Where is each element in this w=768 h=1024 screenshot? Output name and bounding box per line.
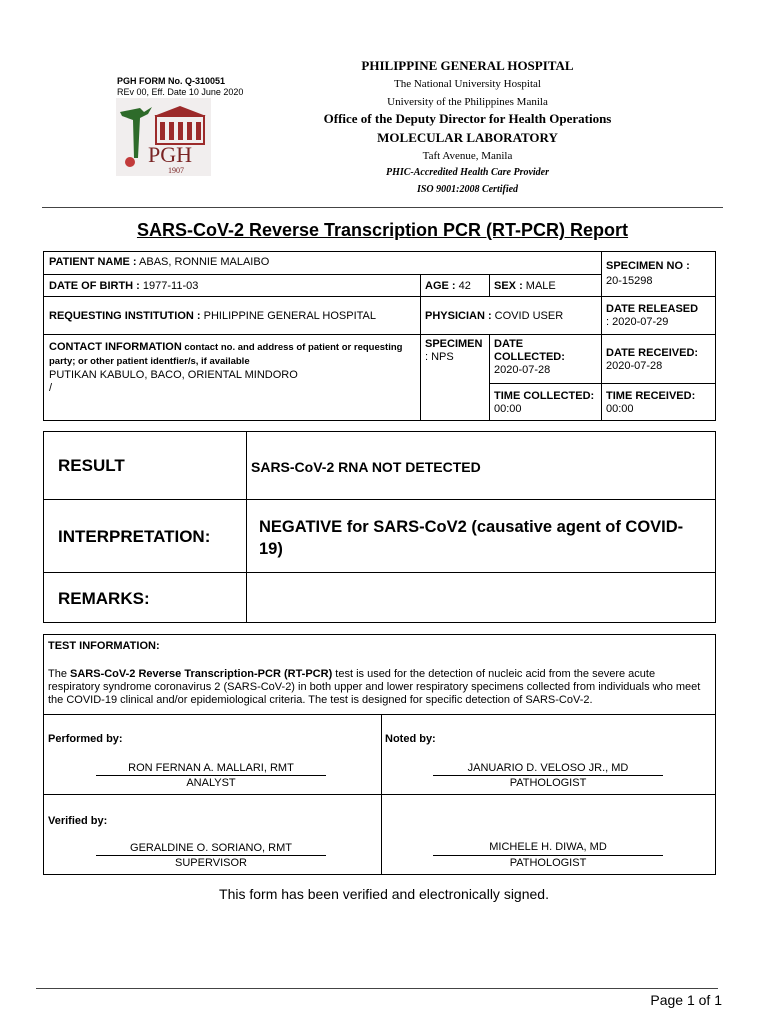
signature-line: [96, 775, 326, 776]
hospital-address: Taft Avenue, Manila: [422, 150, 513, 162]
age-cell: [420, 278, 489, 295]
contact-address: PUTIKAN KABULO, BACO, ORIENTAL MINDORO: [49, 369, 298, 381]
report-title: SARS-CoV-2 Reverse Transcription PCR (RT-PCR) Report: [136, 220, 629, 240]
test-info-test-name: SARS-CoV-2 Reverse Transcription-PCR (RT-PCR): [70, 668, 333, 680]
grid-line: [246, 432, 247, 622]
date-received-label: DATE RECEIVED:: [606, 347, 699, 359]
verification-note: This form has been verified and electronically signed.: [219, 886, 549, 902]
physician-cell: [420, 308, 601, 325]
hospital-name: PHILIPPINE GENERAL HOSPITAL: [361, 58, 574, 73]
time-received-label: TIME RECEIVED:: [606, 390, 696, 402]
contact-extra: /: [49, 382, 53, 394]
date-collected: 2020-07-28: [494, 364, 551, 376]
footer-divider: [36, 988, 718, 989]
test-info-table: [43, 634, 716, 875]
hospital-subtitle-2: University of the Philippines Manila: [387, 96, 548, 108]
lab-name: MOLECULAR LABORATORY: [377, 130, 558, 145]
supervisor-role: SUPERVISOR: [175, 857, 247, 869]
analyst-role: ANALYST: [186, 777, 236, 789]
logo-year: 1907: [168, 166, 184, 175]
date-released: : 2020-07-29: [606, 316, 669, 328]
test-info-text-post: test is used for the detection of nucleic acid from the severe acute respiratory syndrome coronavirus 2 (SARS-CoV-2) in both upper and lower respiratory specimens collected from individuals who meet the COVID-19 clinical and/or epidemiological criteria. The test is designed for specific detection of SARS-CoV-2.: [48, 668, 701, 706]
grid-line: [44, 714, 715, 715]
date-released-cell: [601, 301, 715, 331]
specimen-no: 20-15298: [606, 275, 653, 287]
signature-line: [433, 855, 663, 856]
supervisor-name: GERALDINE O. SORIANO, RMT: [130, 842, 292, 854]
result-value: SARS-CoV-2 RNA NOT DETECTED: [251, 459, 481, 475]
age: 42: [455, 280, 471, 292]
verified-by-label: Verified by:: [48, 815, 108, 827]
specimen-cell: [420, 336, 489, 366]
pathologist1-role: PATHOLOGIST: [509, 777, 587, 789]
logo-text: PGH: [148, 142, 193, 167]
grid-line: [44, 794, 715, 795]
phic-accreditation: PHIC-Accredited Health Care Provider: [385, 167, 550, 178]
test-info-text: [48, 668, 710, 707]
institution-cell: [44, 308, 420, 325]
contact-note: contact no. and address of patient or requesting party; or other patient identfier/s, if available: [49, 342, 403, 367]
result-label: RESULT: [58, 456, 125, 475]
physician: COVID USER: [491, 310, 564, 322]
specimen: : NPS: [425, 351, 454, 363]
interpretation-value: NEGATIVE for SARS-CoV2 (causative agent of COVID-19): [259, 518, 684, 558]
grid-line: [44, 274, 601, 275]
specimen-label: SPECIMEN: [425, 338, 483, 350]
date-received-cell: [601, 345, 715, 375]
result-table: [43, 431, 716, 623]
date-collected-label: DATE COLLECTED:: [494, 338, 565, 363]
time-collected: 00:00: [494, 403, 522, 415]
noted-by-label: Noted by:: [385, 733, 436, 745]
office-name: Office of the Deputy Director for Health Operations: [323, 111, 612, 126]
test-info-label: TEST INFORMATION:: [48, 640, 160, 652]
specimen-no-label: SPECIMEN NO :: [606, 260, 690, 272]
page-number: Page 1 of 1: [650, 992, 722, 1008]
remarks-label: REMARKS:: [58, 589, 150, 608]
date-received: 2020-07-28: [606, 360, 663, 372]
sex: MALE: [522, 280, 556, 292]
institution: PHILIPPINE GENERAL HOSPITAL: [200, 310, 377, 322]
patient-info-table: [43, 251, 716, 421]
performed-by-label: Performed by:: [48, 733, 123, 745]
time-received-cell: [601, 388, 715, 418]
grid-line: [44, 334, 715, 335]
dob-label: DATE OF BIRTH :: [49, 280, 140, 292]
time-collected-label: TIME COLLECTED:: [494, 390, 595, 402]
signature-line: [96, 855, 326, 856]
test-info-text-pre: The: [48, 668, 71, 680]
age-label: AGE :: [425, 280, 456, 292]
iso-certification: ISO 9001:2008 Certified: [416, 184, 519, 195]
contact-cell: [44, 338, 420, 397]
signature-line: [433, 775, 663, 776]
grid-line: [44, 499, 715, 500]
pathologist1-name: JANUARIO D. VELOSO JR., MD: [467, 762, 629, 774]
interpretation-label: INTERPRETATION:: [58, 527, 211, 546]
pathologist2-role: PATHOLOGIST: [509, 857, 587, 869]
patient-name: ABAS, RONNIE MALAIBO: [136, 256, 270, 268]
pgh-logo: [116, 98, 211, 176]
time-collected-cell: [489, 388, 601, 418]
patient-name-cell: [44, 254, 601, 271]
form-number: PGH FORM No. Q-310051: [117, 76, 226, 86]
date-collected-cell: [489, 336, 601, 379]
specimen-no-cell: [601, 258, 715, 290]
patient-name-label: PATIENT NAME :: [49, 256, 137, 268]
grid-line: [44, 572, 715, 573]
grid-line: [44, 296, 715, 297]
date-released-label: DATE RELEASED: [606, 303, 699, 315]
time-received: 00:00: [606, 403, 634, 415]
institution-label: REQUESTING INSTITUTION :: [49, 310, 201, 322]
header-divider: [42, 207, 723, 208]
form-revision: REv 00, Eff. Date 10 June 2020: [117, 87, 244, 97]
physician-label: PHYSICIAN :: [425, 310, 492, 322]
sex-label: SEX :: [494, 280, 523, 292]
pathologist2-name: MICHELE H. DIWA, MD: [489, 841, 607, 853]
hospital-subtitle-1: The National University Hospital: [394, 78, 541, 90]
grid-line: [489, 383, 715, 384]
contact-label: CONTACT INFORMATION: [49, 341, 182, 353]
dob-cell: [44, 278, 420, 295]
analyst-name: RON FERNAN A. MALLARI, RMT: [128, 762, 294, 774]
dob: 1977-11-03: [139, 280, 199, 292]
sex-cell: [489, 278, 601, 295]
